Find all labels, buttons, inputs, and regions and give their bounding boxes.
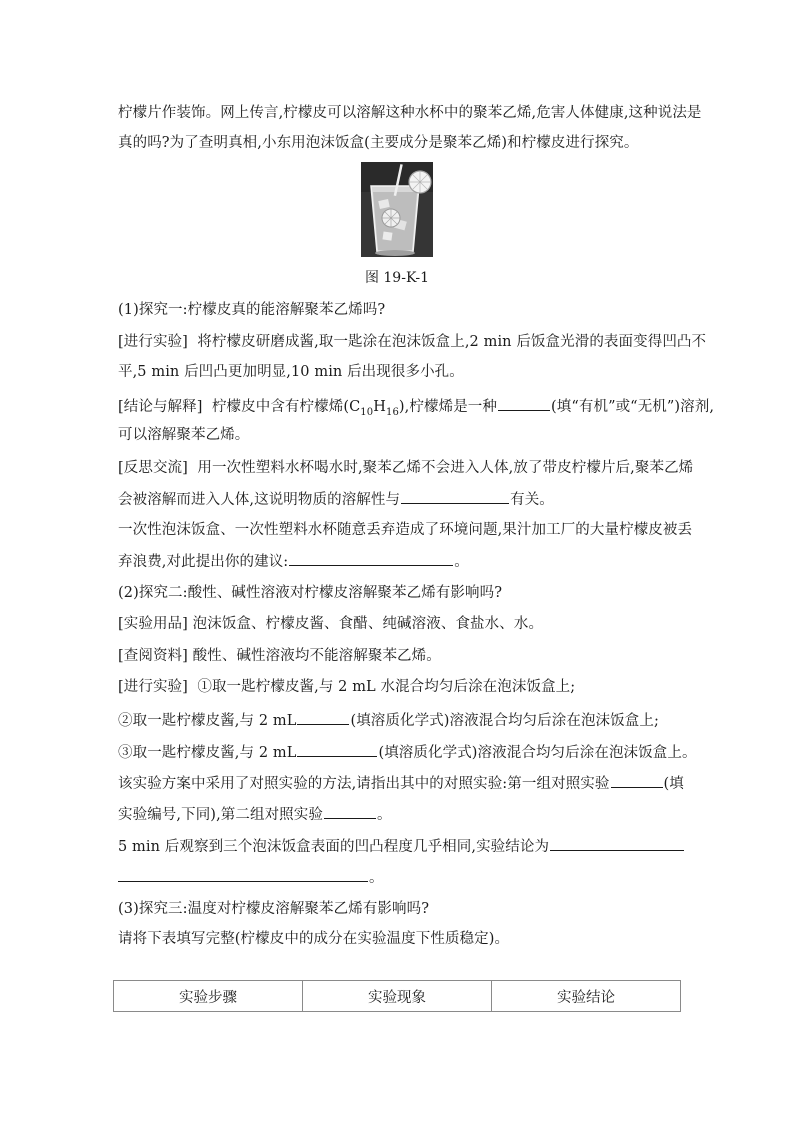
part1-suggestion-line-1: 一次性泡沫饭盒、一次性塑料水杯随意丢弃造成了环境问题,果汁加工厂的大量柠檬皮被丢 bbox=[118, 522, 693, 538]
part2-info-tag: [查阅资料] bbox=[118, 648, 188, 664]
answer-blank-control-group-2[interactable] bbox=[324, 803, 376, 819]
intro-line-2: 真的吗?为了查明真相,小东用泡沫饭盒(主要成分是聚苯乙烯)和柠檬皮进行探究。 bbox=[118, 135, 639, 151]
control-text-b: (填 bbox=[663, 776, 684, 792]
suggestion-text-b: 。 bbox=[454, 554, 469, 570]
intro-line-1: 柠檬片作装饰。网上传言,柠檬皮可以溶解这种水杯中的聚苯乙烯,危害人体健康,这种说法是 bbox=[118, 105, 702, 121]
part2-result-line-2 bbox=[118, 866, 384, 888]
part2-step-2-line bbox=[118, 709, 659, 731]
table-header-phenomena: 实验现象 bbox=[303, 981, 492, 1012]
conclusion-text-d: (填“有机”或“无机”)溶剂, bbox=[551, 399, 715, 415]
part1-experiment-line-1 bbox=[118, 332, 706, 352]
control-text-d: 。 bbox=[376, 807, 392, 823]
conclusion-text-c: ),柠檬烯是一种 bbox=[398, 399, 497, 415]
part1-reflection-line-1 bbox=[118, 458, 693, 478]
part2-step-1-line bbox=[118, 677, 575, 697]
experiment-table bbox=[113, 980, 681, 1012]
part3-instruction: 请将下表填写完整(柠檬皮中的成分在实验温度下性质稳定)。 bbox=[118, 931, 510, 947]
photo-drawing bbox=[361, 162, 433, 257]
figure-caption: 图 19-K-1 bbox=[364, 270, 430, 286]
part2-result-line-1 bbox=[118, 835, 685, 857]
table-header-steps: 实验步骤 bbox=[114, 981, 303, 1012]
conclusion-text-b: H bbox=[373, 399, 386, 415]
answer-blank-result-part-1[interactable] bbox=[550, 835, 684, 851]
part1-experiment-text: 将柠檬皮研磨成酱,取一匙涂在泡沫饭盒上,2 min 后饭盒光滑的表面变得凹凸不 bbox=[197, 334, 707, 350]
part1-experiment-line-2: 平,5 min 后凹凸更加明显,10 min 后出现很多小孔。 bbox=[118, 364, 464, 380]
part2-info-line bbox=[118, 646, 441, 666]
part2-heading: (2)探究二:酸性、碱性溶液对柠檬皮溶解聚苯乙烯有影响吗? bbox=[118, 585, 503, 601]
part1-reflection-tag: [反思交流] bbox=[118, 460, 188, 476]
answer-blank-solubility-factor[interactable] bbox=[401, 488, 509, 504]
part2-materials-tag: [实验用品] bbox=[118, 616, 188, 632]
control-text-a: 该实验方案中采用了对照实验的方法,请指出其中的对照实验:第一组对照实验 bbox=[118, 776, 610, 792]
part1-conclusion-tag: [结论与解释] bbox=[118, 399, 203, 415]
part1-experiment-tag: [进行实验] bbox=[118, 334, 188, 350]
answer-blank-solute-1[interactable] bbox=[297, 709, 349, 725]
table-header-conclusion: 实验结论 bbox=[492, 981, 681, 1012]
part1-suggestion-line-2 bbox=[118, 550, 469, 572]
part2-info: 酸性、碱性溶液均不能溶解聚苯乙烯。 bbox=[192, 648, 441, 664]
part2-materials-line bbox=[118, 614, 543, 634]
part2-control-line-2 bbox=[118, 803, 392, 825]
answer-blank-result-part-2[interactable] bbox=[118, 866, 368, 882]
step-3-text-a: ③取一匙柠檬皮酱,与 2 mL bbox=[118, 745, 297, 761]
part2-step-3-line bbox=[118, 741, 697, 763]
reflection-text-b: 有关。 bbox=[510, 492, 554, 508]
part1-conclusion-line-1 bbox=[118, 395, 714, 417]
reflection-text: 用一次性塑料水杯喝水时,聚苯乙烯不会进入人体,放了带皮柠檬片后,聚苯乙烯 bbox=[197, 460, 694, 476]
answer-blank-suggestion[interactable] bbox=[289, 550, 453, 566]
result-text: 5 min 后观察到三个泡沫饭盒表面的凹凸程度几乎相同,实验结论为 bbox=[118, 839, 550, 855]
part1-conclusion-line-2: 可以溶解聚苯乙烯。 bbox=[118, 427, 250, 443]
answer-blank-solute-2[interactable] bbox=[297, 741, 377, 757]
table-header-row bbox=[114, 981, 681, 1012]
part2-materials: 泡沫饭盒、柠檬皮酱、食醋、纯碱溶液、食盐水、水。 bbox=[192, 616, 544, 632]
part2-experiment-tag: [进行实验] bbox=[118, 679, 188, 695]
formula-sub-hydrogen: 16 bbox=[385, 406, 399, 418]
answer-blank-control-group-1[interactable] bbox=[611, 772, 663, 788]
part1-heading: (1)探究一:柠檬皮真的能溶解聚苯乙烯吗? bbox=[118, 302, 386, 318]
formula-sub-carbon: 10 bbox=[360, 406, 374, 418]
conclusion-text-a: 柠檬皮中含有柠檬烯(C bbox=[211, 399, 361, 415]
iced-lemon-drink-photo bbox=[361, 162, 433, 257]
step-2-text-a: ②取一匙柠檬皮酱,与 2 mL bbox=[118, 713, 297, 729]
result-end: 。 bbox=[369, 870, 384, 886]
step-2-text-b: (填溶质化学式)溶液混合均匀后涂在泡沫饭盒上; bbox=[350, 713, 659, 729]
part1-reflection-line-2 bbox=[118, 488, 554, 510]
part3-heading: (3)探究三:温度对柠檬皮溶解聚苯乙烯有影响吗? bbox=[118, 901, 430, 917]
control-text-c: 实验编号,下同),第二组对照实验 bbox=[118, 807, 323, 823]
reflection-text-a: 会被溶解而进入人体,这说明物质的溶解性与 bbox=[118, 492, 401, 508]
step-3-text-b: (填溶质化学式)溶液混合均匀后涂在泡沫饭盒上。 bbox=[378, 745, 697, 761]
answer-blank-solvent-type[interactable] bbox=[498, 395, 550, 411]
part2-step-1: ①取一匙柠檬皮酱,与 2 mL 水混合均匀后涂在泡沫饭盒上; bbox=[197, 679, 576, 695]
part2-control-line-1 bbox=[118, 772, 684, 794]
suggestion-text-a: 弃浪费,对此提出你的建议: bbox=[118, 554, 289, 570]
